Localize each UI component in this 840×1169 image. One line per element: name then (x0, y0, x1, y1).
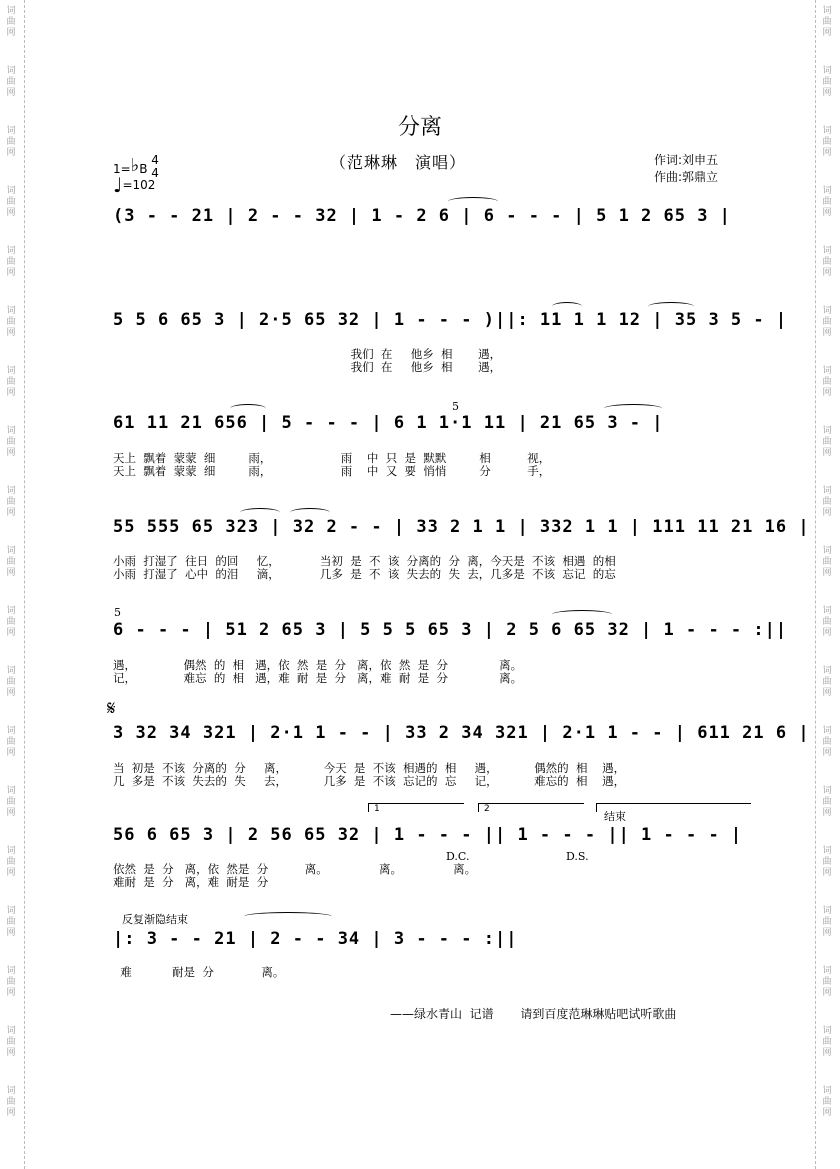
flat-sign: ♭ (130, 155, 140, 176)
watermark: 词 曲 网 (6, 666, 16, 698)
watermark: 词 曲 网 (6, 846, 16, 878)
watermark: 词 曲 网 (822, 306, 832, 338)
notation-line-8: |: 3 - - 21 | 2 - - 34 | 3 - - - :|| (113, 929, 518, 949)
watermark: 词 曲 网 (822, 906, 832, 938)
lyrics-line-8a: 难 耐是 分 离。 (113, 965, 285, 979)
slur (552, 610, 612, 619)
lyrics-line-4b: 小雨 打湿了 心中 的泪 滴， 几多 是 不 该 失去的 失 去，几多是 不该 忘记 的忘 (113, 567, 616, 581)
watermark: 词 曲 网 (6, 126, 16, 158)
footer-note: ——绿水青山 记谱 请到百度范琳琳贴吧试听歌曲 (390, 1007, 677, 1021)
right-margin-strip (815, 0, 840, 1169)
watermark: 词 曲 网 (6, 906, 16, 938)
watermark: 词 曲 网 (822, 1086, 832, 1118)
lyrics-line-6a: 当 初是 不该 分离的 分 离， 今天 是 不该 相遇的 相 遇， 偶然的 相 遇， (113, 761, 626, 775)
lyricist: 作词:刘申五 (654, 153, 719, 167)
grace-note: 5 (114, 606, 121, 619)
watermark: 词 曲 网 (822, 1026, 832, 1058)
watermark: 词 曲 网 (6, 726, 16, 758)
notation-line-4: 55 555 65 323 | 32 2 - - | 33 2 1 1 | 332 1 1 | 111 11 21 16 | (113, 517, 810, 537)
watermark: 词 曲 网 (822, 546, 832, 578)
watermark: 词 曲 网 (822, 6, 832, 38)
watermark: 词 曲 网 (822, 726, 832, 758)
watermark: 词 曲 网 (822, 846, 832, 878)
watermark: 词 曲 网 (6, 306, 16, 338)
watermark: 词 曲 网 (6, 426, 16, 458)
ending-label: 结束 (604, 810, 626, 823)
watermark: 词 曲 网 (6, 606, 16, 638)
watermark: 词 曲 网 (822, 666, 832, 698)
watermark: 词 曲 网 (822, 966, 832, 998)
lyrics-line-5b: 记， 难忘 的 相 遇，难 耐 是 分 离，难 耐 是 分 离。 (113, 671, 523, 685)
tempo-value: =102 (122, 178, 156, 192)
left-margin-strip (0, 0, 25, 1169)
tempo-marking (113, 170, 156, 197)
watermark: 词 曲 网 (822, 66, 832, 98)
slur (240, 508, 280, 517)
composer: 作曲:郭鼎立 (654, 170, 719, 184)
watermark: 词 曲 网 (6, 366, 16, 398)
watermark: 词 曲 网 (822, 606, 832, 638)
slur (448, 197, 498, 206)
watermark: 词 曲 网 (6, 186, 16, 218)
fade-ending-note: 反复渐隐结束 (122, 913, 188, 926)
song-title: 分离 (397, 115, 442, 140)
lyrics-line-6b: 几 多是 不该 失去的 失 去， 几多 是 不该 忘记的 忘 记， 难忘的 相 遇， (113, 774, 626, 788)
lyrics-line-3b: 天上 飘着 蒙蒙 细 雨， 雨 中 又 要 悄悄 分 手， (113, 464, 551, 478)
watermark: 词 曲 网 (822, 366, 832, 398)
key-prefix: 1= (113, 162, 131, 176)
volta-bracket-1 (368, 803, 464, 812)
watermark: 词 曲 网 (822, 186, 832, 218)
lyrics-line-2b: 我们 在 他乡 相 遇， (113, 360, 502, 374)
slur (244, 912, 332, 921)
slur (648, 302, 694, 311)
lyrics-line-5a: 遇， 偶然 的 相 遇，依 然 是 分 离，依 然 是 分 离。 (113, 658, 523, 672)
watermark: 词 曲 网 (6, 1086, 16, 1118)
watermark: 词 曲 网 (6, 66, 16, 98)
slur (604, 404, 662, 413)
slur (552, 302, 582, 311)
watermark: 词 曲 网 (6, 966, 16, 998)
watermark: 词 曲 网 (822, 426, 832, 458)
slur (290, 508, 330, 517)
notation-line-5: 6 - - - | 51 2 65 3 | 5 5 5 65 3 | 2 5 6 65 32 | 1 - - - :|| (113, 620, 788, 640)
time-beats: 4 (151, 153, 159, 167)
notation-line-3: 61 11 21 656 | 5 - - - | 6 1 1·1 11 | 21 65 3 - | (113, 413, 664, 433)
credits (654, 152, 718, 186)
notation-line-1: (3 - - 21 | 2 - - 32 | 1 - 2 6 | 6 - - - | 5 1 2 65 3 | (113, 206, 731, 226)
dal-segno-mark: D.S. (566, 850, 589, 863)
time-unit: 4 (151, 166, 159, 180)
watermark: 词 曲 网 (822, 786, 832, 818)
watermark: 词 曲 网 (6, 1026, 16, 1058)
grace-note: 5 (452, 400, 459, 413)
da-capo-mark: D.C. (446, 850, 470, 863)
notation-line-6: 3 32 34 321 | 2·1 1 - - | 33 2 34 321 | 2·1 1 - - | 611 21 6 | (113, 723, 810, 743)
watermark: 词 曲 网 (822, 486, 832, 518)
volta-number-1: 1 (374, 804, 380, 814)
slur (230, 404, 266, 413)
volta-number-2: 2 (484, 804, 490, 814)
lyrics-line-4a: 小雨 打湿了 往日 的回 忆， 当初 是 不 该 分离的 分 离，今天是 不该 相遇 的相 (113, 554, 616, 568)
watermark: 词 曲 网 (6, 786, 16, 818)
watermark: 词 曲 网 (822, 246, 832, 278)
watermark: 词 曲 网 (6, 546, 16, 578)
segno-icon: 𝄋 (107, 696, 116, 720)
quarter-note-icon: ♩ (113, 173, 123, 197)
watermark: 词 曲 网 (6, 486, 16, 518)
singer: （范琳琳 演唱） (330, 153, 467, 172)
lyrics-line-7b: 难耐 是 分 离，难 耐是 分 (113, 875, 269, 889)
lyrics-line-3a: 天上 飘着 蒙蒙 细 雨， 雨 中 只 是 默默 相 视， (113, 451, 551, 465)
watermark: 词 曲 网 (822, 126, 832, 158)
watermark: 词 曲 网 (6, 6, 16, 38)
lyrics-line-2a: 我们 在 他乡 相 遇， (113, 347, 502, 361)
watermark: 词 曲 网 (6, 246, 16, 278)
notation-line-2: 5 5 6 65 3 | 2·5 65 32 | 1 - - - )||: 11 1 1 12 | 35 3 5 - | (113, 310, 788, 330)
key-note: B (139, 162, 148, 176)
volta-bracket-2 (478, 803, 584, 812)
notation-line-7: 56 6 65 3 | 2 56 65 32 | 1 - - - || 1 - - - || 1 - - - | (113, 825, 743, 845)
lyrics-line-7a: 依然 是 分 离，依 然是 分 离。 离。 离。 (113, 862, 477, 876)
